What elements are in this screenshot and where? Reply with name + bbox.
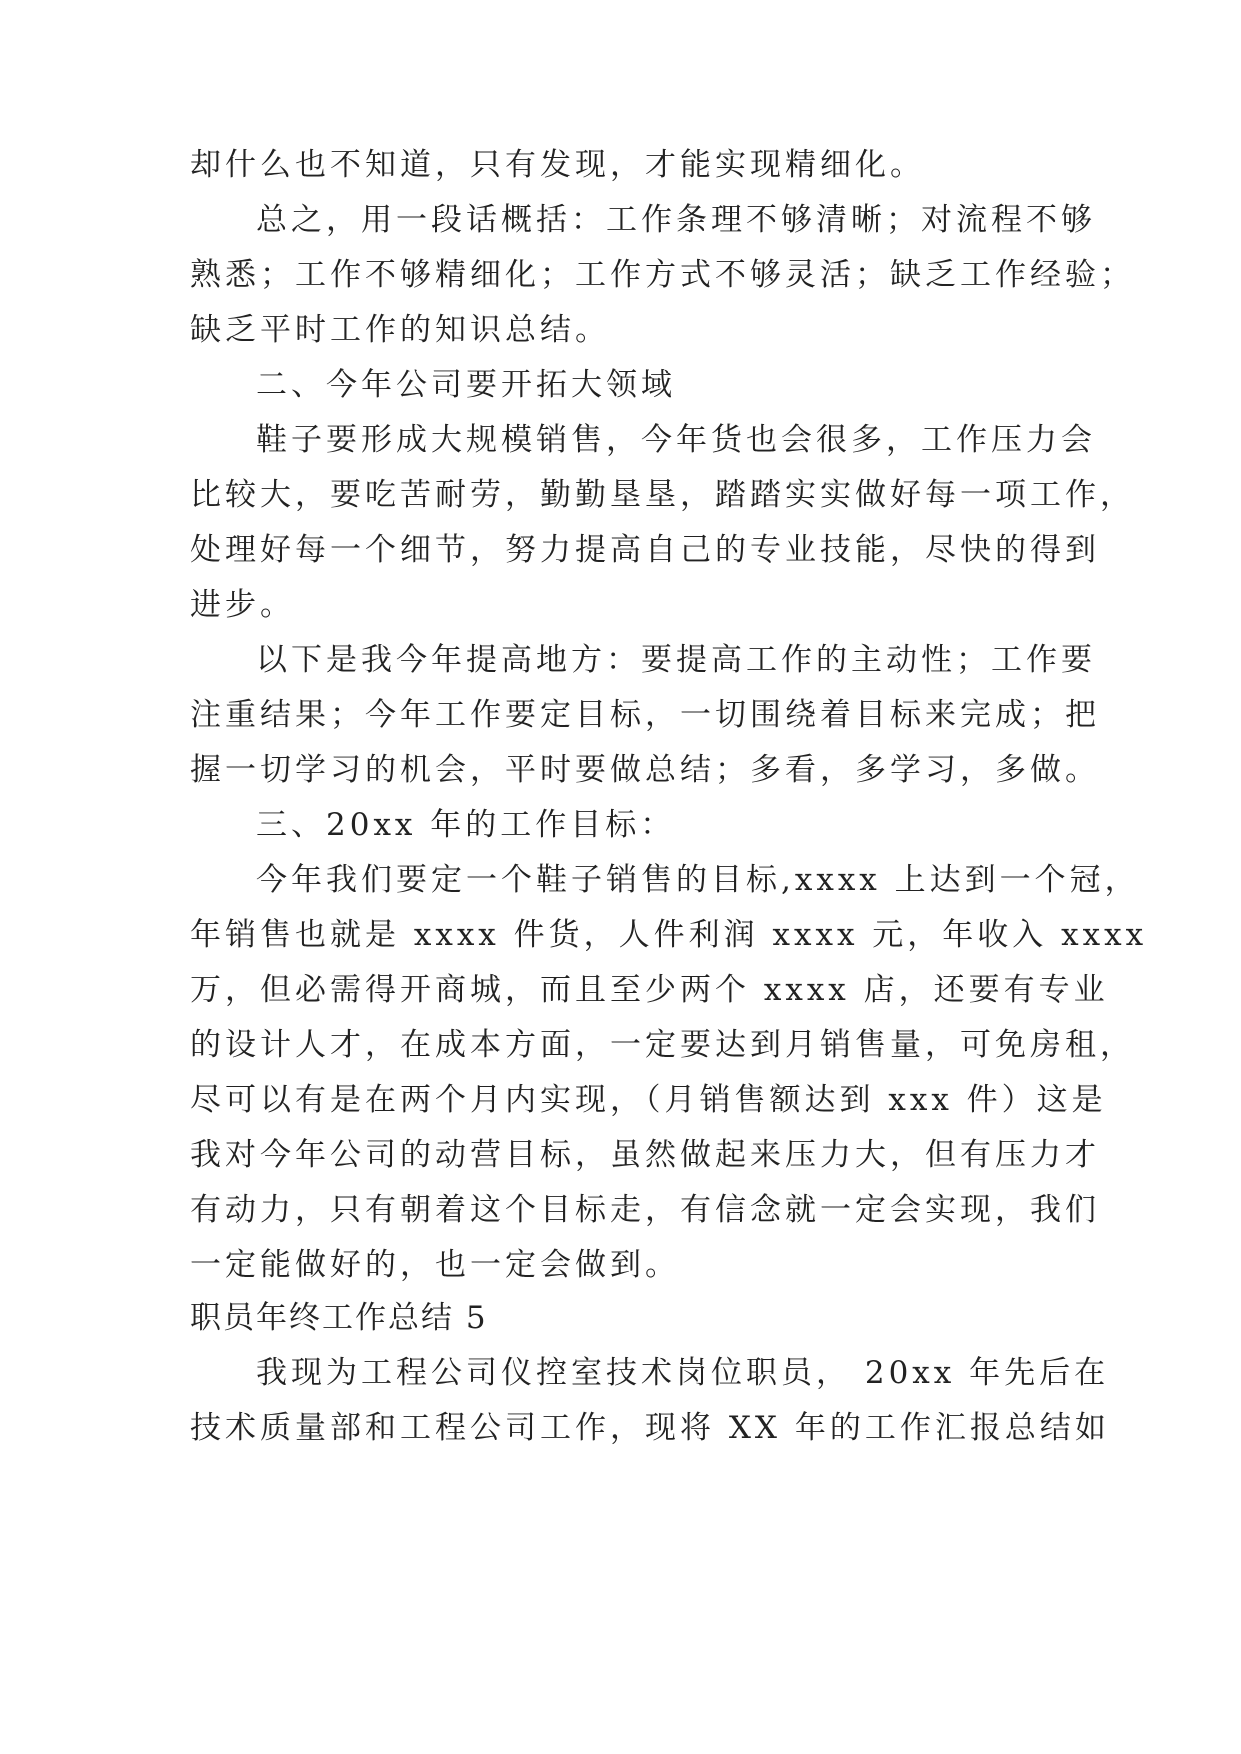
- text-line: 一定能做好的，也一定会做到。: [190, 1247, 680, 1283]
- text-line: 我现为工程公司仪控室技术岗位职员， 20xx 年先后在: [256, 1355, 1110, 1391]
- text-line: 我对今年公司的动营目标，虽然做起来压力大，但有压力才: [190, 1137, 1100, 1173]
- text-line: 处理好每一个细节，努力提高自己的专业技能，尽快的得到: [190, 532, 1100, 568]
- text-line: 却什么也不知道，只有发现，才能实现精细化。: [190, 147, 925, 183]
- text-line: 的设计人才，在成本方面，一定要达到月销售量，可免房租，: [190, 1027, 1135, 1063]
- text-line: 比较大，要吃苦耐劳，勤勤垦垦，踏踏实实做好每一项工作，: [190, 477, 1135, 513]
- text-line: 握一切学习的机会，平时要做总结；多看，多学习，多做。: [190, 752, 1100, 788]
- text-line: 鞋子要形成大规模销售，今年货也会很多，工作压力会: [256, 422, 1096, 458]
- section-heading: 三、20xx 年的工作目标：: [256, 807, 676, 843]
- text-line: 进步。: [190, 587, 295, 623]
- text-line: 今年我们要定一个鞋子销售的目标,xxxx 上达到一个冠，: [256, 862, 1140, 898]
- text-line: 有动力，只有朝着这个目标走，有信念就一定会实现，我们: [190, 1192, 1100, 1228]
- text-line: 万，但必需得开商城，而且至少两个 xxxx 店，还要有专业: [190, 972, 1109, 1008]
- document-title: 职员年终工作总结 5: [190, 1300, 488, 1336]
- text-line: 缺乏平时工作的知识总结。: [190, 312, 610, 348]
- text-line: 总之，用一段话概括：工作条理不够清晰；对流程不够: [256, 202, 1096, 238]
- text-line: 年销售也就是 xxxx 件货，人件利润 xxxx 元，年收入 xxxx: [190, 917, 1148, 953]
- text-line: 尽可以有是在两个月内实现，（月销售额达到 xxx 件）这是: [190, 1082, 1107, 1118]
- text-line: 以下是我今年提高地方：要提高工作的主动性；工作要: [256, 642, 1096, 678]
- text-line: 熟悉；工作不够精细化；工作方式不够灵活；缺乏工作经验；: [190, 257, 1135, 293]
- section-heading: 二、今年公司要开拓大领域: [256, 367, 676, 403]
- text-line: 注重结果；今年工作要定目标，一切围绕着目标来完成；把: [190, 697, 1100, 733]
- text-line: 技术质量部和工程公司工作，现将 XX 年的工作汇报总结如: [190, 1410, 1110, 1446]
